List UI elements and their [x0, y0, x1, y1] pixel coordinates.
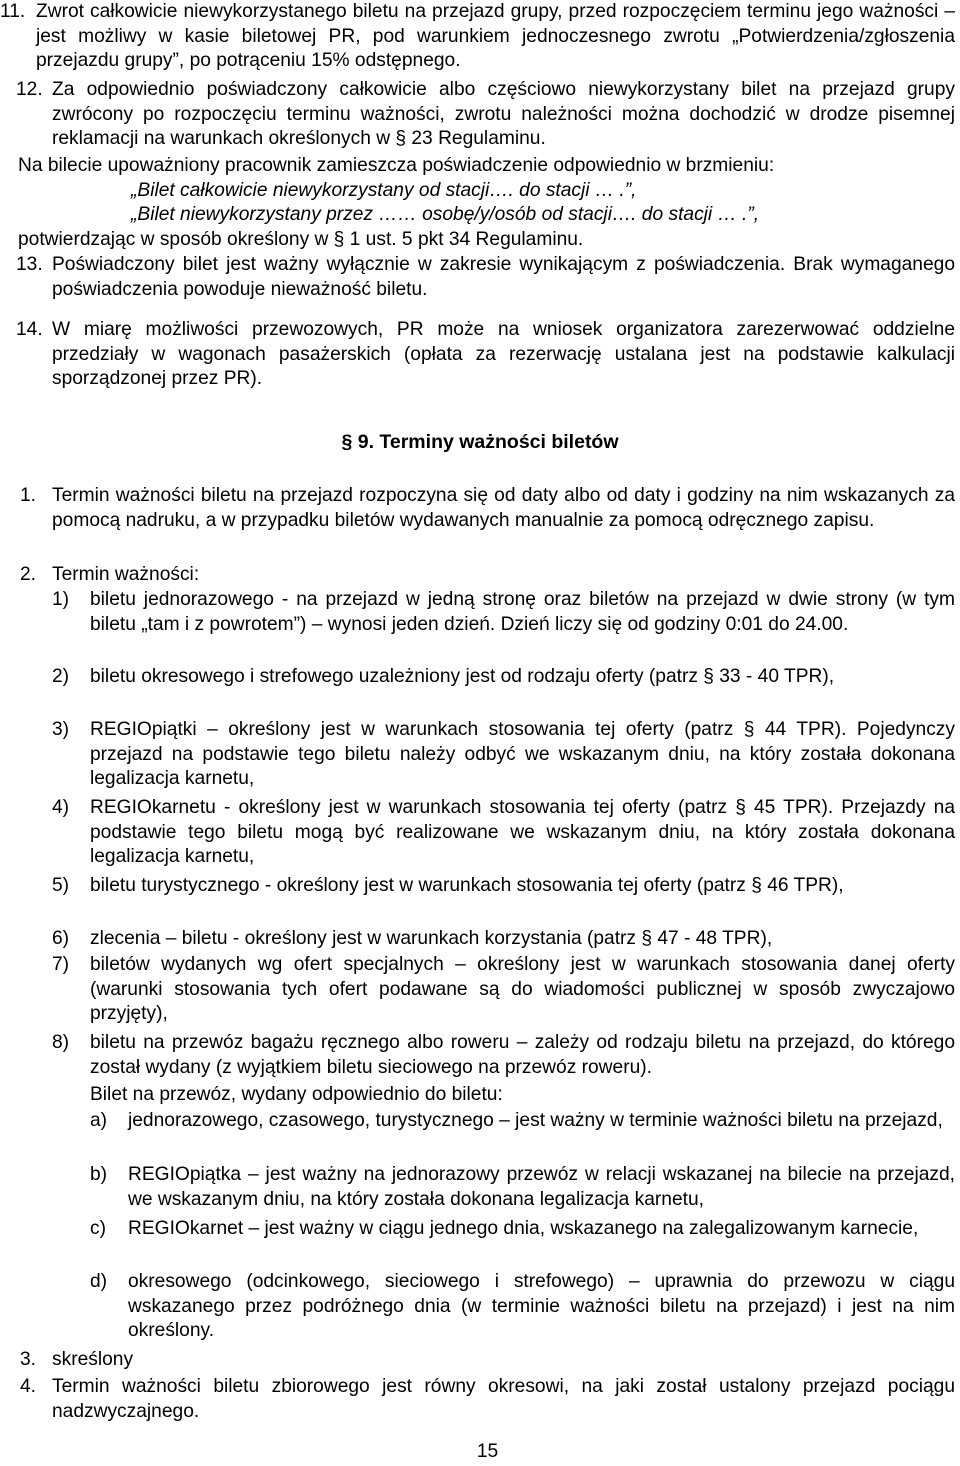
item-text: Termin ważności: — [52, 564, 200, 585]
item-number: 1. — [20, 485, 37, 506]
page-number: 15 — [476, 1441, 499, 1462]
letter-label: a) — [90, 1110, 108, 1131]
item-number: 3. — [20, 1349, 37, 1370]
letter-item-c — [0, 1217, 960, 1242]
item-text: Poświadczony bilet jest ważny wyłącznie w zakresie wynikającym z poświadczenia. Brak wymaganego poświadczenia powoduje nieważność biletu. — [52, 254, 955, 300]
letter-label: c) — [90, 1218, 106, 1239]
subitem-2 — [0, 665, 960, 690]
letter-item-a — [0, 1109, 960, 1134]
section-title: § 9. Terminy ważności biletów — [341, 431, 619, 453]
subitem-number: 4) — [52, 797, 70, 818]
term-item-4 — [0, 1375, 960, 1424]
subitem-number: 1) — [52, 589, 70, 610]
subitem-text: biletu na przewóz bagażu ręcznego albo roweru – zależy od rodzaju biletu na przejazd, do którego został wydany (z wyjątkiem biletu sieciowego na przewóz roweru). — [90, 1032, 955, 1078]
subitem-text: biletów wydanych wg ofert specjalnych – określony jest w warunkach stosowania danej oferty (warunki stosowania tych ofert podawane są do wiadomości publicznej w sposób zwyczajowo przyjęty), — [90, 954, 955, 1025]
certification-confirm: potwierdzając w sposób określony w § 1 ust. 5 pkt 34 Regulaminu. — [18, 229, 584, 250]
item-text: Termin ważności biletu na przejazd rozpoczyna się od daty albo od daty i godziny na nim wskazanych za pomocą nadruku, a w przypadku biletów wydawanych manualnie za pomocą odręcznego zapisu. — [52, 485, 955, 531]
subitem-number: 8) — [52, 1032, 70, 1053]
subitem-3 — [0, 718, 960, 792]
item-number: 13. — [16, 254, 43, 275]
item-11 — [0, 0, 960, 74]
subitem-number: 6) — [52, 928, 70, 949]
item-text: Zwrot całkowicie niewykorzystanego biletu na przejazd grupy, przed rozpoczęciem terminu jego ważności – jest możliwy w kasie biletowej PR, pod warunkiem jednoczesnego zwrotu „Potwierdzenia/zgłoszenia przejazdu grupy”, po potrąceniu 15% odstępnego. — [36, 1, 955, 72]
term-item-3 — [0, 1348, 960, 1373]
term-item-1 — [0, 484, 960, 533]
subitem-number: 7) — [52, 954, 70, 975]
letter-label: b) — [90, 1164, 108, 1185]
subitem-text: biletu jednorazowego - na przejazd w jedną stronę oraz biletów na przejazd w dwie strony (w tym biletu „tam i z powrotem”) – wynosi jeden dzień. Dzień liczy się od godziny 0:01 do 24.00. — [90, 589, 955, 635]
letter-item-b — [0, 1163, 960, 1212]
certification-quote-1: „Bilet całkowicie niewykorzystany od stacji…. do stacji … .”, — [131, 180, 637, 201]
item-text: Za odpowiednio poświadczony całkowicie albo częściowo niewykorzystany bilet na przejazd grupy zwrócony po rozpoczęciu terminu ważności, zwrotu należności można dochodzić w drodze pisemnej reklamacji na warunkach określonych w § 23 Regulaminu. — [52, 79, 955, 150]
subitem-8 — [0, 1031, 960, 1080]
subitem-7 — [0, 953, 960, 1027]
item-number: 4. — [20, 1376, 37, 1397]
item-text: skreślony — [52, 1349, 134, 1370]
subitem-6 — [0, 927, 960, 952]
subitem-text: REGIOkarnetu - określony jest w warunkach stosowania tej oferty (patrz § 45 TPR). Przejazdy na podstawie tego biletu mogą być realizowane we wskazanym dniu, na który została dokonana legalizacja karnetu, — [90, 797, 955, 868]
item-text: Termin ważności biletu zbiorowego jest równy okresowi, na jaki został ustalony przejazd pociągu nadzwyczajnego. — [52, 1376, 955, 1422]
letter-text: REGIOkarnet – jest ważny w ciągu jednego dnia, wskazanego na zalegalizowanym karnecie, — [128, 1218, 919, 1239]
subitem-text: zlecenia – biletu - określony jest w warunkach korzystania (patrz § 47 - 48 TPR), — [90, 928, 773, 949]
subitem-1 — [0, 588, 960, 637]
term-item-2 — [0, 563, 960, 588]
item-text: W miarę możliwości przewozowych, PR może na wniosek organizatora zarezerwować oddzielne przedziały w wagonach pasażerskich (opłata za rezerwację ustalana jest na podstawie kalkulacji sporządzonej przez PR). — [52, 319, 955, 390]
item-number: 11. — [0, 1, 26, 22]
subitem-5 — [0, 874, 960, 899]
letter-text: jednorazowego, czasowego, turystycznego – jest ważny w terminie ważności biletu na przejazd, — [128, 1110, 943, 1131]
subitem-text: biletu okresowego i strefowego uzależniony jest od rodzaju oferty (patrz § 33 - 40 TPR), — [90, 666, 835, 687]
item-14 — [0, 318, 960, 392]
subitem-number: 2) — [52, 666, 70, 687]
item-13 — [0, 253, 960, 302]
certification-quote-2: „Bilet niewykorzystany przez …… osobę/y/osób od stacji…. do stacji … .”, — [131, 204, 760, 225]
letter-text: REGIOpiątka – jest ważny na jednorazowy przewóz w relacji wskazanej na bilecie na przejazd, we wskazanym dniu, na który została dokonana legalizacja karnetu, — [128, 1164, 955, 1210]
bag-intro: Bilet na przewóz, wydany odpowiednio do biletu: — [90, 1084, 503, 1105]
item-number: 12. — [16, 79, 43, 100]
subitem-4 — [0, 796, 960, 870]
subitem-text: REGIOpiątki – określony jest w warunkach stosowania tej oferty (patrz § 44 TPR). Pojedynczy przejazd na podstawie tego biletu należy odbyć we wskazanym dniu, na który została dokonana legalizacja karnetu, — [90, 719, 955, 790]
subitem-text: biletu turystycznego - określony jest w warunkach stosowania tej oferty (patrz § 46 TPR), — [90, 875, 844, 896]
item-number: 14. — [16, 319, 43, 340]
certification-note: Na bilecie upoważniony pracownik zamieszcza poświadczenie odpowiednio w brzmieniu: — [18, 155, 775, 176]
subitem-number: 5) — [52, 875, 70, 896]
item-number: 2. — [20, 564, 37, 585]
letter-item-d — [0, 1270, 960, 1344]
subitem-number: 3) — [52, 719, 70, 740]
letter-label: d) — [90, 1271, 108, 1292]
letter-text: okresowego (odcinkowego, sieciowego i strefowego) – uprawnia do przewozu w ciągu wskazanego przez podróżnego dnia (w terminie ważności biletu na przejazd) i jest na nim określony. — [128, 1271, 955, 1342]
item-12 — [0, 78, 960, 152]
